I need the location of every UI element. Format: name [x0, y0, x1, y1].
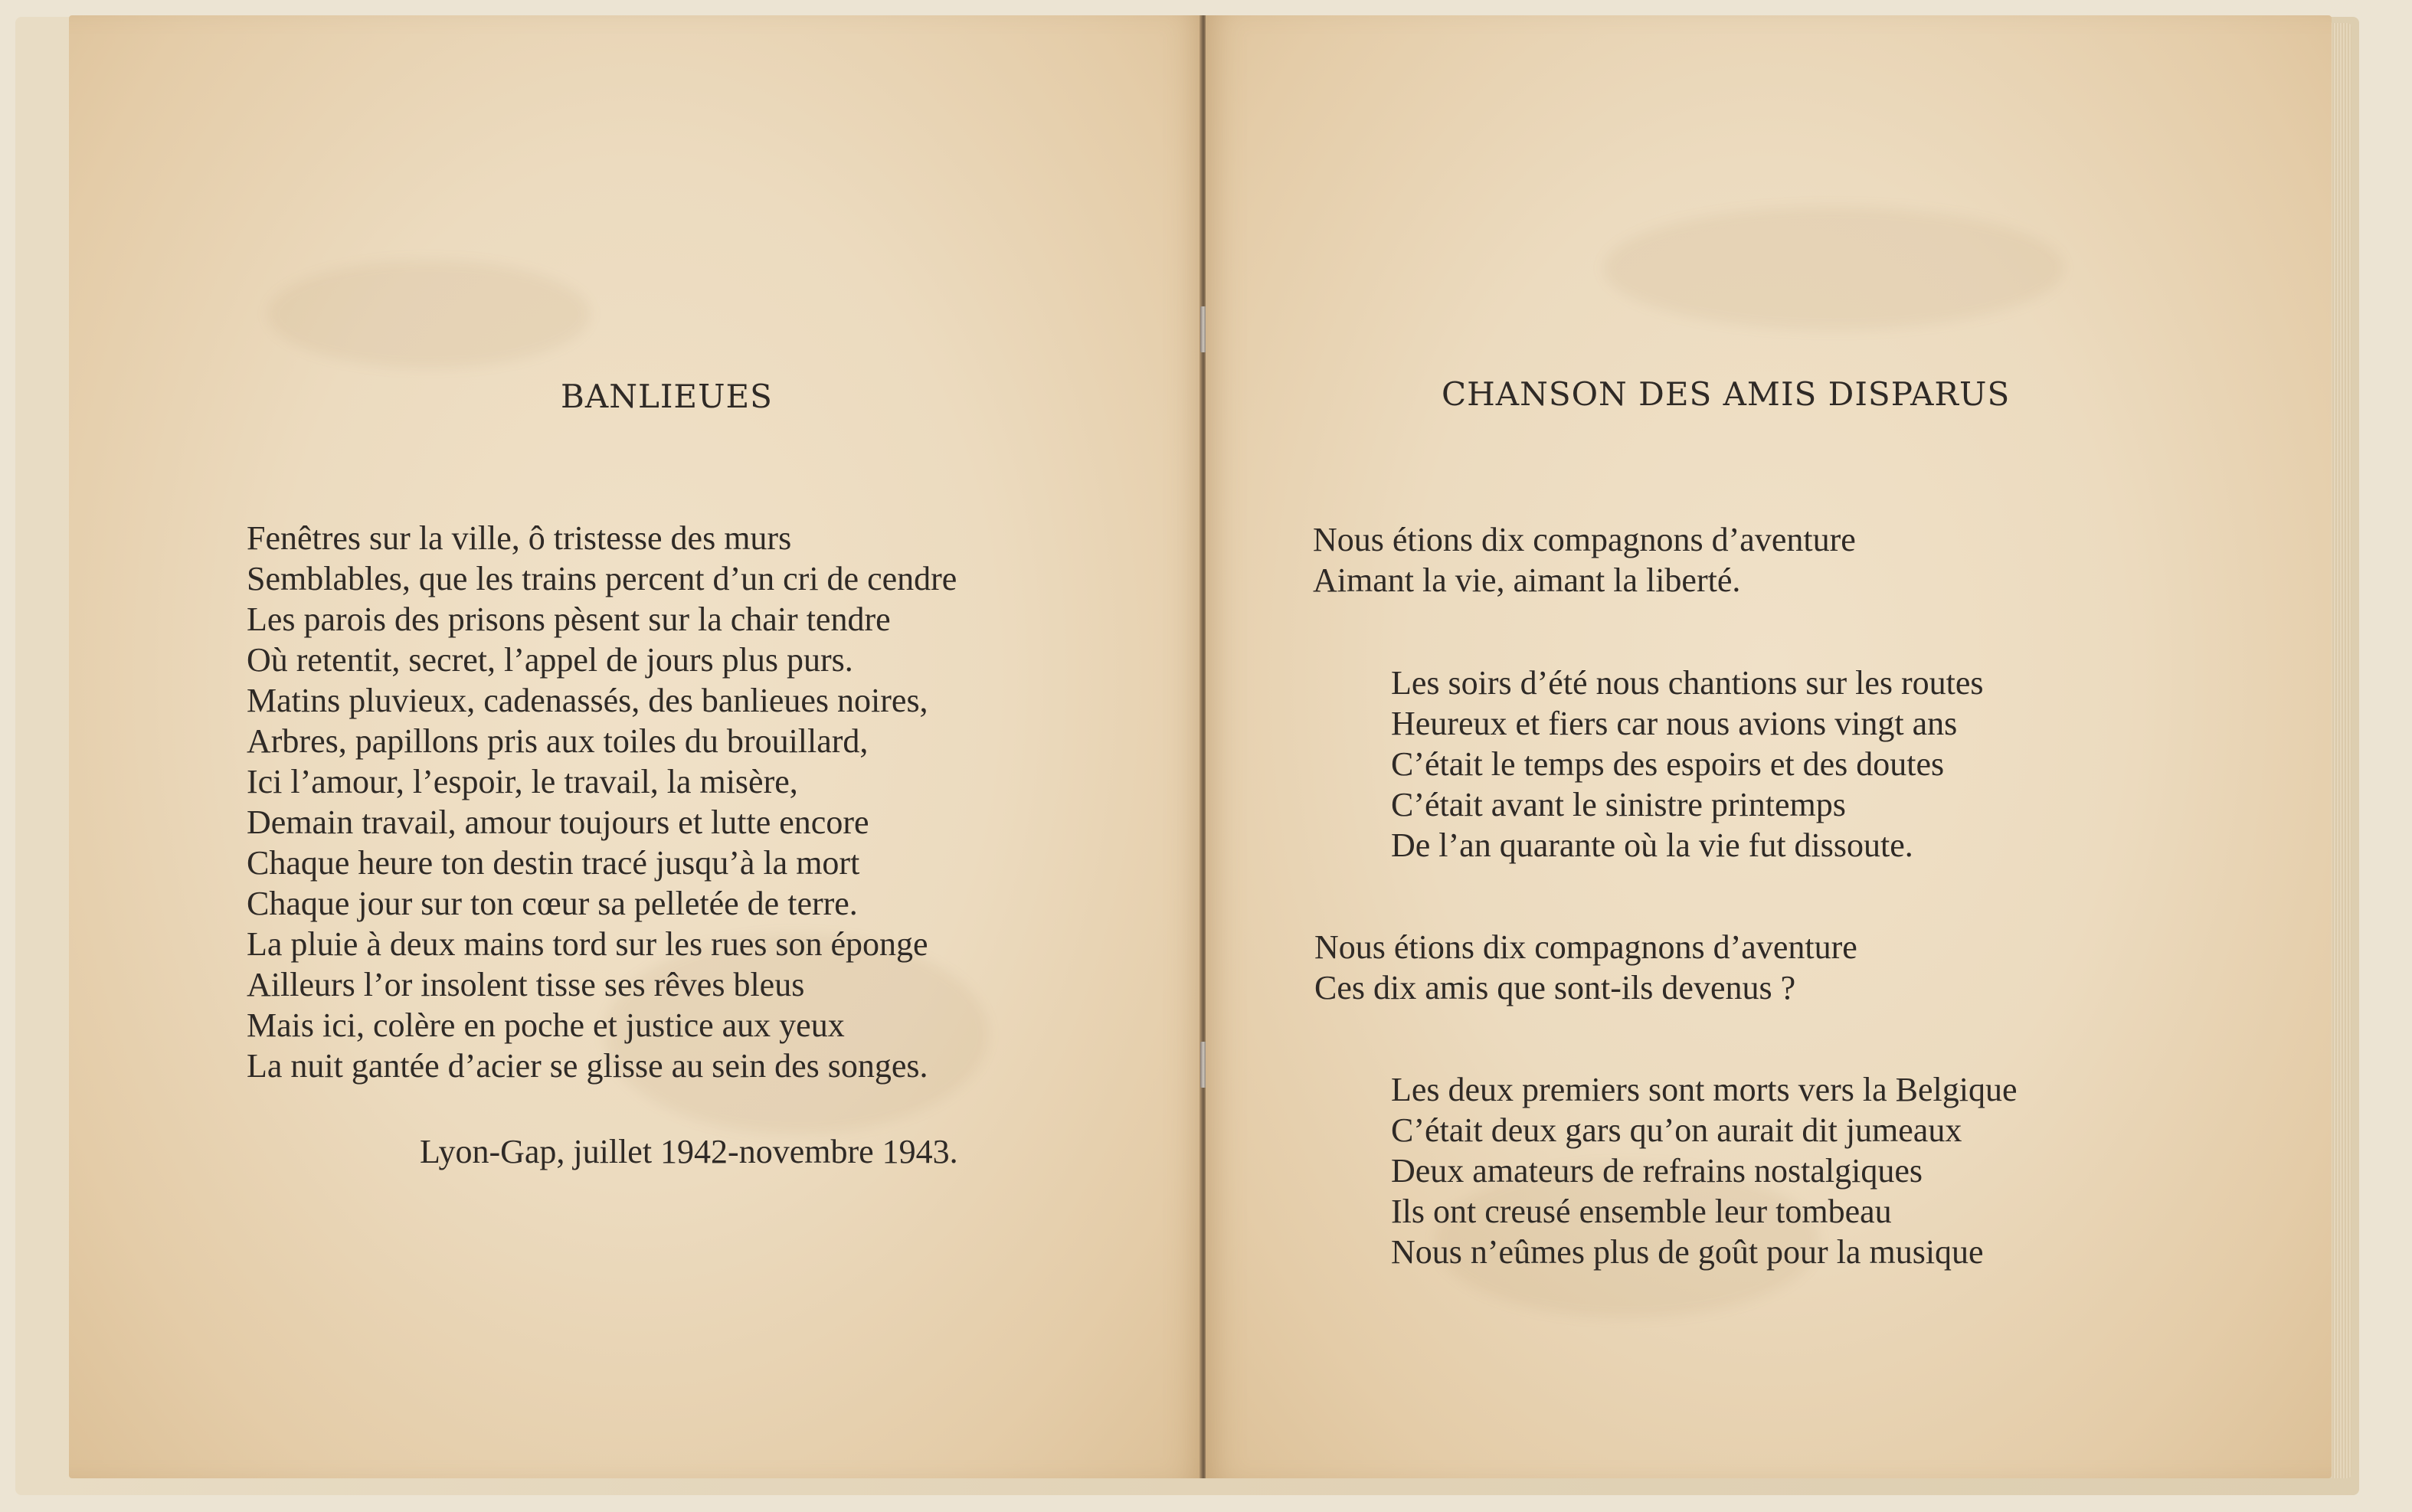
poem-line: La pluie à deux mains tord sur les rues son éponge: [247, 925, 928, 963]
poem-line: Nous étions dix compagnons d’aventure: [1314, 928, 1857, 966]
poem-line: Matins pluvieux, cadenassés, des banlieues noires,: [247, 682, 928, 719]
poem-line: Les deux premiers sont morts vers la Belgique: [1391, 1071, 2018, 1108]
paper-stain: [268, 260, 590, 368]
paper-stain: [1604, 207, 2063, 329]
poem-line: Ici l’amour, l’espoir, le travail, la misère,: [247, 763, 798, 800]
poem-stanza: [1313, 519, 1856, 601]
poem-title-banlieues: BANLIEUES: [561, 378, 773, 415]
poem-stanza: [1391, 663, 1984, 866]
right-page: [1206, 15, 2332, 1478]
poem-line: Où retentit, secret, l’appel de jours plus purs.: [247, 641, 853, 679]
left-page: [69, 15, 1204, 1478]
poem-line: Arbres, papillons pris aux toiles du brouillard,: [247, 722, 869, 760]
poem-stanza: [1314, 927, 1857, 1008]
poem-stanza: [1391, 1069, 2017, 1272]
poem-body-banlieues: [247, 518, 957, 1086]
poem-line: Fenêtres sur la ville, ô tristesse des murs: [247, 519, 792, 557]
poem-line: Aimant la vie, aimant la liberté.: [1313, 561, 1741, 599]
page-edges: [2332, 23, 2351, 1478]
poem-line: La nuit gantée d’acier se glisse au sein des songes.: [247, 1047, 928, 1085]
poem-line: Ils ont creusé ensemble leur tombeau: [1391, 1193, 1892, 1230]
poem-line: C’était deux gars qu’on aurait dit jumeaux: [1391, 1111, 1962, 1149]
poem-line: Deux amateurs de refrains nostalgiques: [1391, 1152, 1923, 1190]
poem-line: C’était avant le sinistre printemps: [1391, 786, 1846, 823]
poem-line: Les parois des prisons pèsent sur la chair tendre: [247, 601, 891, 638]
poem-line: Chaque jour sur ton cœur sa pelletée de terre.: [247, 885, 858, 922]
poem-line: Heureux et fiers car nous avions vingt ans: [1391, 705, 1958, 742]
poem-line: Ces dix amis que sont-ils devenus ?: [1314, 969, 1796, 1006]
poem-line: Nous étions dix compagnons d’aventure: [1313, 521, 1856, 558]
poem-line: Mais ici, colère en poche et justice aux yeux: [247, 1006, 845, 1044]
poem-line: Demain travail, amour toujours et lutte encore: [247, 803, 869, 841]
poem-line: C’était le temps des espoirs et des doutes: [1391, 745, 1945, 783]
poem-title-chanson: CHANSON DES AMIS DISPARUS: [1442, 375, 2011, 413]
poem-place-date: Lyon-Gap, juillet 1942-novembre 1943.: [420, 1133, 958, 1170]
poem-line: Nous n’eûmes plus de goût pour la musique: [1391, 1233, 1984, 1271]
poem-line: Les soirs d’été nous chantions sur les routes: [1391, 664, 1984, 702]
poem-line: Ailleurs l’or insolent tisse ses rêves bleus: [247, 966, 805, 1003]
poem-line: Semblables, que les trains percent d’un cri de cendre: [247, 560, 957, 597]
poem-line: De l’an quarante où la vie fut dissoute.: [1391, 826, 1913, 864]
poem-line: Chaque heure ton destin tracé jusqu’à la mort: [247, 844, 860, 882]
